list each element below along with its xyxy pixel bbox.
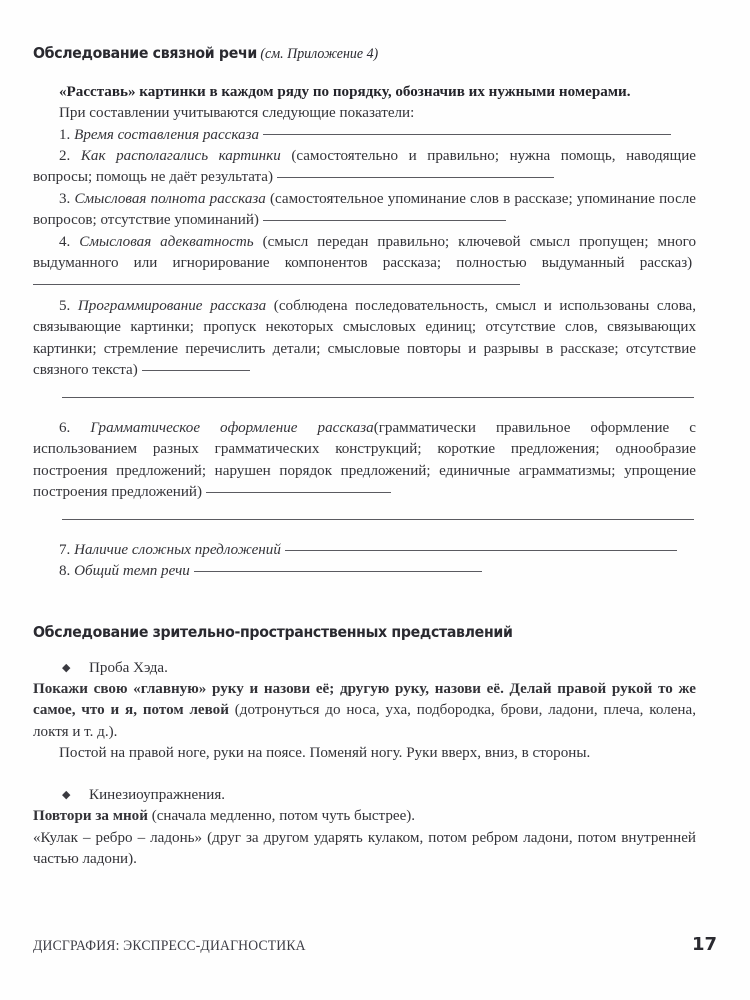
item-number-2: 2. [59,147,71,164]
section-heading-block-1 [33,44,696,64]
footer-book-title: ДИСГРАФИЯ: ЭКСПРЕСС-ДИАГНОСТИКА [33,938,306,954]
fill-in-line-7[interactable] [285,550,677,551]
checklist-item-2 [33,146,696,189]
diamond-bullet-icon: ◆ [62,788,71,801]
item-detail-6: (грамматически правильное оформление с использованием разных грамматических конструкций; короткие предложения; однообразие построения предложений; нарушен порядок предложений; единичные аграмматизмы; упрощение построения предложений) [33,419,696,501]
item-title-4: Смысловая адекватность [79,233,254,250]
item-title-6: Грамматическое оформление рассказа [90,419,374,436]
checklist-item-7 [33,540,696,561]
item-detail-2: (самостоятельно и правильно; нужна помощь, наводящие вопросы; помощь не даёт результата) [33,147,696,186]
instruction-bold-lead: Повтори за мной [33,808,148,825]
item-title-5: Программирование рассказа [77,297,267,314]
item-title-7: Наличие сложных предложений [74,541,281,558]
item-title-1: Время составления рассказа [74,126,260,143]
bullet-item-kinesio [33,785,696,806]
page-footer [33,934,717,955]
spacer [33,529,696,540]
checklist-item-1 [33,125,696,146]
item-number-3: 3. [59,190,71,207]
item-number-7: 7. [59,541,71,558]
fill-in-line-8[interactable] [194,571,482,572]
checklist-item-5 [33,296,696,382]
fill-in-line-5a[interactable] [142,370,250,371]
fill-in-line-1[interactable] [263,134,671,135]
intro-bold-paragraph: «Расставь» картинки в каждом ряду по порядку, обозначив их нужными номерами. [59,83,631,100]
intro-plain-paragraph: При составлении учитываются следующие показатели: [59,105,415,122]
checklist-item-8 [33,561,696,582]
section-heading-visual-spatial: Обследование зрительно-пространственных представлений [33,622,513,641]
item-detail-4: (смысл передан правильно; ключевой смысл пропущен; много выдуманного или игнорирование компонентов рассказа; полностью выдуманный рассказ) [33,233,696,271]
head-test-instruction-2: Постой на правой ноге, руки на поясе. Поменяй ногу. Руки вверх, вниз, в стороны. [59,745,591,762]
checklist-item-6 [33,418,696,504]
footer-page-number: 17 [691,934,717,955]
item-title-3: Смысловая полнота рассказа [74,190,266,207]
diamond-bullet-icon: ◆ [62,661,71,674]
spacer [33,765,696,785]
fill-in-line-5b[interactable] [33,385,696,406]
item-number-5: 5. [59,297,71,314]
section-heading-block-2 [33,623,696,642]
item-detail-3: (самостоятельное упоминание слов в рассказе; упоминание после вопросов; отсутствие упоминаний) [33,190,697,229]
checklist-item-4 [33,232,696,296]
item-number-1: 1. [59,126,71,143]
instruction-rest: (сначала медленно, потом чуть быстрее). [147,808,416,825]
item-number-6: 6. [59,419,71,436]
bullet-label: Проба Хэда. [89,659,168,676]
bullet-item-head-test [33,658,696,679]
item-number-8: 8. [59,563,71,580]
instruction-rest: (дотронуться до носа, уха, подбородка, брови, ладони, плеча, колена, локтя и т. д.). [33,702,696,740]
kinesio-instruction-1 [33,806,696,827]
section-heading-note: (см. Приложение 4) [260,46,379,62]
item-detail-5: (соблюдена последовательность, смысл и использованы слова, связывающие картинки; пропуск некоторых смысловых единиц; отсутствие слов, связывающих картинки; стремление перечислить детали; смысловые повторы и разрывы в рассказе; отсутствие связного текста) [33,297,696,379]
page-content [33,44,696,870]
section-heading-connected-speech [33,44,650,64]
fill-in-line-6a[interactable] [206,492,391,493]
fill-in-line-3[interactable] [263,220,506,221]
kinesio-instruction-2: «Кулак – ребро – ладонь» (друг за другом ударять кулаком, потом ребром ладони, потом внутренней частью ладони). [33,829,696,867]
fill-in-line-4[interactable] [33,284,520,285]
fill-in-line-6b[interactable] [33,507,696,528]
fill-in-line-2[interactable] [277,177,554,178]
item-title-8: Общий темп речи [74,563,190,580]
instruction-bold-lead: Покажи свою «главную» руку и назови её; другую руку, назови её. Делай правой рукой то же самое, что и я, потом левой [33,681,696,719]
checklist-item-3 [33,189,696,232]
item-number-4: 4. [59,233,71,250]
head-test-instruction-1 [33,679,696,743]
spacer [33,407,696,418]
section-heading-text: Обследование связной речи [33,44,257,62]
bullet-label: Кинезиоупражнения. [89,786,226,803]
item-title-2: Как располагались картинки [80,147,281,164]
